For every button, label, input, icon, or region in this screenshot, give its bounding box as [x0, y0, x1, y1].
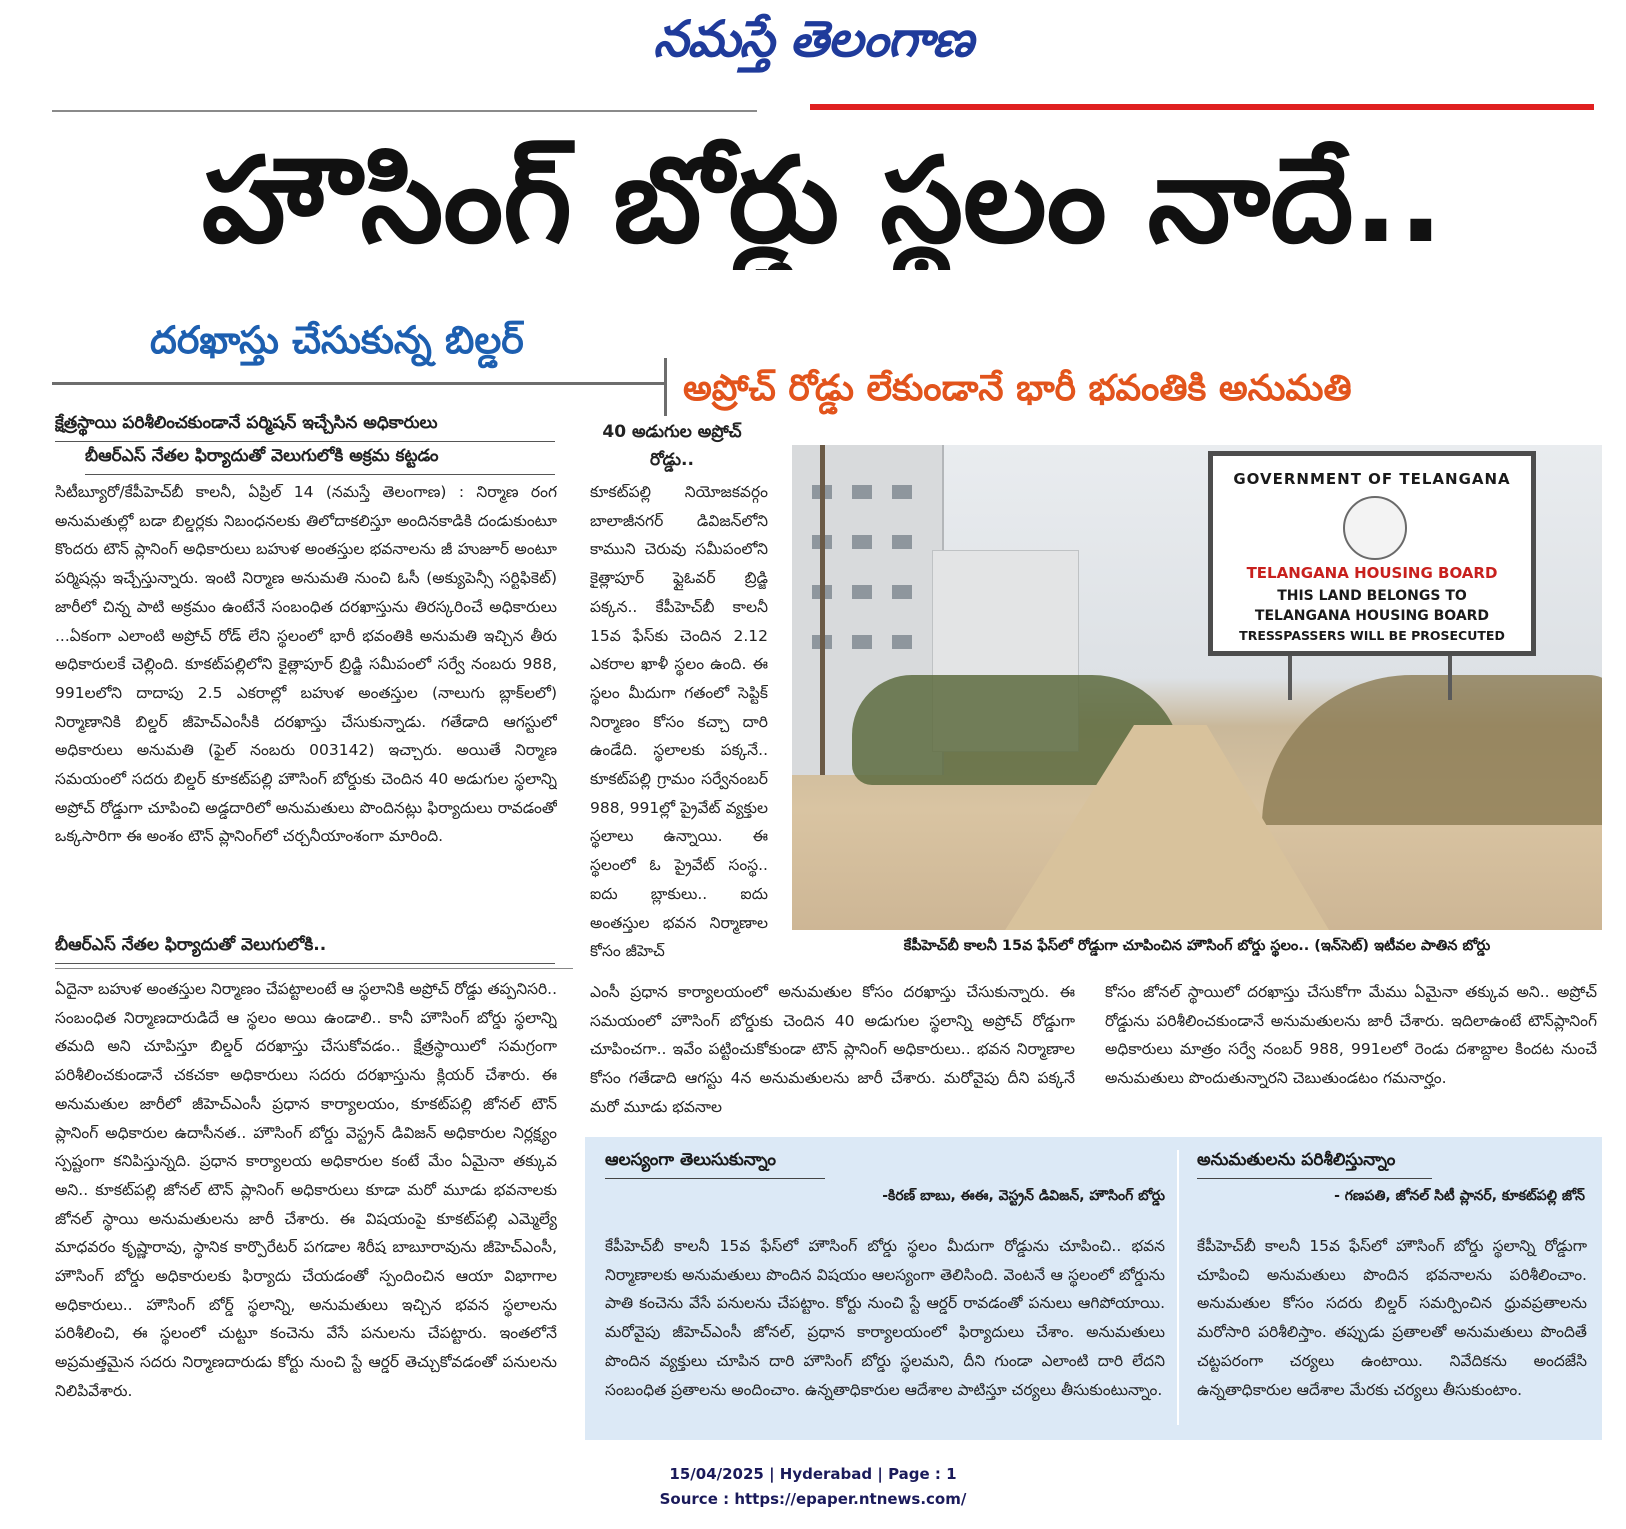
sign-line-3: TRESSPASSERS WILL BE PROSECUTED — [1239, 628, 1505, 643]
sign-housing-board-text: TELANGANA HOUSING BOARD — [1246, 564, 1498, 582]
kicker-2: బీఆర్ఎస్ నేతల ఫిర్యాదుతో వెలుగులోకి అక్రమ కట్టడం — [85, 446, 555, 475]
sign-line-1: THIS LAND BELONGS TO — [1277, 588, 1467, 604]
article-paragraph-1: సిటీబ్యూరో/కేపీహెచ్‌బీ కాలనీ, ఏప్రిల్ 14 (నమస్తే తెలంగాణ) : నిర్మాణ రంగ అనుమతుల్లో బడా బిల్డర్లకు నిబంధనలకు తిలోదాకలిస్తూ అందినకాడికి దండుకుంటూ కొందరు టౌన్ ప్లానింగ్ అధికారులు బహుళ అంతస్తుల భవనాలను జీ హుజూర్ అంటూ పర్మిషన్లు ఇచ్చేస్తున్నారు. ఇంటి నిర్మాణ అనుమతి నుంచి ఓసీ (అక్యుపెన్సీ సర్టిఫికెట్) జారీలో చిన్న పాటి అక్రమం ఉంటేనే సంబంధిత దరఖాస్తును తిరస్కరించే అధికారులు ...ఏకంగా ఎలాంటి అప్రోచ్ రోడ్ లేని స్థలంలో భారీ భవంతికి అనుమతి ఇచ్చిన తీరు అధికారులకే చెల్లింది. కూకట్‌పల్లిలోని కైత్లాపూర్ బ్రిడ్జి సమీపంలో సర్వే నంబరు 988, 991లలోని దాదాపు 2.5 ఎకరాల్లో బహుళ అంతస్తుల (నాలుగు బ్లాక్‌లలో) నిర్మాణానికి బిల్డర్ జీహెచ్ఎంసీకి దరఖాస్తు చేసుకున్నాడు. గతేడాది ఆగస్టులో అధికారులు అనుమతి (ఫైల్ నంబరు 003142) ఇచ్చారు. అయితే నిర్మాణ సమయంలో సదరు బిల్డర్ కూకట్‌పల్లి హౌసింగ్ బోర్డుకు చెందిన 40 అడుగుల స్థలాన్ని అప్రోచ్ రోడ్డుగా చూపించి అడ్డదారిలో అనుమతులు పొందినట్లు ఫిర్యాదులు రావడంతో ఒక్కసారిగా ఈ అంశం టౌన్ ప్లానింగ్‌లో చర్చనీయాంశంగా మారింది. — [55, 483, 557, 846]
subhead-rule — [52, 382, 664, 385]
subhead-vertical-bar — [664, 358, 667, 416]
article-paragraph-5: కోసం జోనల్ స్థాయిలో దరఖాస్తు చేసుకోగా మేము ఏమైనా తక్కువ అని.. అప్రోచ్ రోడ్డును పరిశీలించకుండానే అనుమతులను జారీ చేశారు. ఇదిలాఉంటే టౌన్‌ప్లానింగ్ అధికారులు మాత్రం సర్వే నంబర్ 988, 991లలో రెండు దశాబ్దాల కిందట నుంచే అనుమతులు పొందుతున్నారని చెబుతుండటం గమనార్హం. — [1105, 983, 1597, 1088]
sign-post-left — [1288, 650, 1292, 700]
footer-date-page: 15/04/2025 | Hyderabad | Page : 1 — [669, 1465, 957, 1483]
kicker-1: క్షేత్రస్థాయి పరిశీలించకుండానే పర్మిషన్ ఇచ్చేసిన అధికారులు — [55, 413, 555, 442]
telangana-seal-icon — [1343, 496, 1407, 560]
quote-2-text: కేపీహెచ్‌బీ కాలనీ 15వ ఫేస్‌లో హౌసింగ్ బోర్డు స్థలాన్ని రోడ్డుగా చూపించి అనుమతులు పొందిన భవనాలను పరిశీలించాం. అనుమతుల కోసం సదరు బిల్డర్ సమర్పించిన ధ్రువప్రతాలను మరోసారి పరిశీలిస్తాం. తప్పుడు ప్రతాలతో అనుమతులు పొందితే చట్టపరంగా చర్యలు ఉంటాయి. నివేదికను అందజేసి ఉన్నతాధికారుల ఆదేశాల మేరకు చర్యలు తీసుకుంటాం. — [1197, 1237, 1587, 1399]
sign-line-2: TELANGANA HOUSING BOARD — [1254, 608, 1490, 624]
inset-signboard — [1208, 451, 1536, 656]
section-head-approach-road: 40 అడుగుల అప్రోచ్ రోడ్డు.. — [602, 422, 742, 470]
subheadline-blue: దరఖాస్తు చేసుకున్న బిల్డర్ — [150, 318, 524, 362]
column-rule — [55, 968, 573, 969]
main-headline: హౌసింగ్ బోర్డు స్థలం నాదే.. — [201, 131, 1444, 269]
footer-source: Source : https://epaper.ntnews.com/ — [659, 1490, 967, 1508]
masthead-divider-left — [52, 110, 757, 112]
quotes-divider — [1177, 1150, 1179, 1425]
article-paragraph-4: ఎంసీ ప్రధాన కార్యాలయంలో అనుమతుల కోసం దరఖాస్తు చేసుకున్నారు. ఈ సమయంలో హౌసింగ్ బోర్డుకు చెందిన 40 అడుగుల స్థలాన్ని అప్రోచ్ రోడ్డుగా చూపించగా.. ఇవేం పట్టించుకోకుండా టౌన్ ప్లానింగ్ అధికారులు.. భవన నిర్మాణాల కోసం గతేడాది ఆగస్టు 4న అనుమతులను జారీ చేశారు. మరోవైపు దీని పక్కనే మరో మూడు భవనాల — [590, 983, 1075, 1116]
sign-government-text: GOVERNMENT OF TELANGANA — [1233, 470, 1511, 488]
masthead-divider-right — [810, 104, 1594, 110]
quote-1-text: కేపీహెచ్‌బీ కాలనీ 15వ ఫేస్‌లో హౌసింగ్ బోర్డు స్థలం మీదుగా రోడ్డును చూపించి.. భవన నిర్మాణాలకు అనుమతులు పొందిన విషయం ఆలస్యంగా తెలిసింది. వెంటనే ఆ స్థలంలో బోర్డును పాతి కంచెను వేసే పనులను చేపట్టాం. కోర్టు నుంచి స్టే ఆర్డర్ రావడంతో పనులు ఆగిపోయాయి. మరోవైపు జీహెచ్ఎంసీ జోనల్, ప్రధాన కార్యాలయంలో ఫిర్యాదులు చేశాం. అనుమతులు పొందిన వ్యక్తులు చూపిన దారి హౌసింగ్ బోర్డు స్థలమని, దీని గుండా ఎలాంటి దారి లేదని సంబంధిత ప్రతాలను అందించాం. ఉన్నతాధికారుల ఆదేశాల పాటిస్తూ చర్యలు తీసుకుంటున్నాం. — [605, 1237, 1165, 1399]
kicker-3: బీఆర్ఎస్ నేతల ఫిర్యాదుతో వెలుగులోకి.. — [55, 935, 555, 964]
quote-2-attribution: - గణపతి, జోనల్ సిటీ ప్లానర్, కూకట్‌పల్లి జోన్ — [1334, 1188, 1585, 1204]
photo-caption: కేపీహెచ్‌బీ కాలనీ 15వ ఫేస్‌లో రోడ్డుగా చూపించిన హౌసింగ్ బోర్డు స్థలం.. (ఇన్‌సెట్) ఇటీవల పాతిన బోర్డు — [903, 938, 1491, 954]
photo-pole — [820, 445, 825, 775]
quote-1-attribution: -కిరణ్ బాబు, ఈఈ, వెస్ట్రన్ డివిజన్, హౌసింగ్ బోర్డు — [882, 1188, 1165, 1204]
article-paragraph-2: ఏదైనా బహుళ అంతస్తుల నిర్మాణం చేపట్టాలంటే ఆ స్థలానికి అప్రోచ్ రోడ్డు తప్పనిసరి.. సంబంధిత నిర్మాణదారుడిదే ఆ స్థలం అయి ఉండాలి.. కానీ హౌసింగ్ బోర్డు స్థలాన్ని తమది అని చూపిస్తూ బిల్డర్ దరఖాస్తు చేసుకోవడం.. క్షేత్రస్థాయిలో సమగ్రంగా పరిశీలించకుండానే చకచకా అధికారులు సదరు దరఖాస్తును క్లియర్ చేశారు. ఈ అనుమతుల జారీలో జీహెచ్ఎంసీ ప్రధాన కార్యాలయం, కూకట్‌పల్లి జోనల్ టౌన్ ప్లానింగ్ అధికారుల ఉదాసీనత.. హౌసింగ్ బోర్డు వెస్ట్రన్ డివిజన్ అధికారుల నిర్లక్ష్యం స్పష్టంగా కనిపిస్తున్నది. ప్రధాన కార్యాలయ అధికారుల కంటే మేం ఏమైనా తక్కువ అని.. కూకట్‌పల్లి జోనల్ టౌన్ ప్లానింగ్ అధికారులు కూడా మరో మూడు భవనాలకు జోనల్ స్థాయి అనుమతులను జారీ చేశారు. ఈ విషయంపై కూకట్‌పల్లి ఎమ్మెల్యే మాధవరం కృష్ణారావు, స్థానిక కార్పొరేటర్ పగడాల శిరీష బాబూరావును జీహెచ్ఎంసీ, హౌసింగ్ బోర్డు అధికారులకు ఫిర్యాదు చేయడంతో స్పందించిన ఆయా విభాగాల అధికారులు.. హౌసింగ్ బోర్డ్ స్థలాన్ని, అనుమతులు ఇచ్చిన భవన స్థలాలను పరిశీలించి, ఈ స్థలంలో చుట్టూ కంచెను వేసే పనులను చేపట్టారు. ఇంతలోనే అప్రమత్తమైన సదరు నిర్మాణదారుడు కోర్టు నుంచి స్టే ఆర్డర్ తెచ్చుకోవడంతో పనులను నిలిపివేశారు. — [55, 980, 557, 1400]
article-paragraph-3: కూకట్‌పల్లి నియోజకవర్గం బాలాజీనగర్ డివిజన్‌లోని కాముని చెరువు సమీపంలోని కైత్లాపూర్ ఫ్లైఓవర్ బ్రిడ్జి పక్కన.. కేపీహెచ్‌బీ కాలనీ 15వ ఫేస్‌కు చెందిన 2.12 ఎకరాల ఖాళీ స్థలం ఉంది. ఈ స్థలం మీదుగా గతంలో సెప్టిక్ నిర్మాణం కోసం కచ్చా దారి ఉండేది. స్థలాలకు పక్కనే.. కూకట్‌పల్లి గ్రామం సర్వేనంబర్ 988, 991ల్లో ప్రైవేట్ వ్యక్తుల స్థలాలు ఉన్నాయి. ఈ స్థలంలో ఓ ప్రైవేట్ సంస్థ.. ఐదు బ్లాకులు.. ఐదు అంతస్తుల భవన నిర్మాణాల కోసం జీహెచ్ — [590, 483, 768, 961]
subheadline-orange: అప్రోచ్ రోడ్డు లేకుండానే భారీ భవంతికి అనుమతి — [683, 368, 1352, 409]
quote-1-title: ఆలస్యంగా తెలుసుకున్నాం — [605, 1150, 825, 1179]
sign-post-right — [1448, 650, 1452, 700]
newspaper-masthead: నమస్తే తెలంగాణ — [653, 10, 973, 68]
quote-2-title: అనుమతులను పరిశీలిస్తున్నాం — [1197, 1150, 1432, 1179]
photo-earth-mound — [1262, 675, 1602, 825]
